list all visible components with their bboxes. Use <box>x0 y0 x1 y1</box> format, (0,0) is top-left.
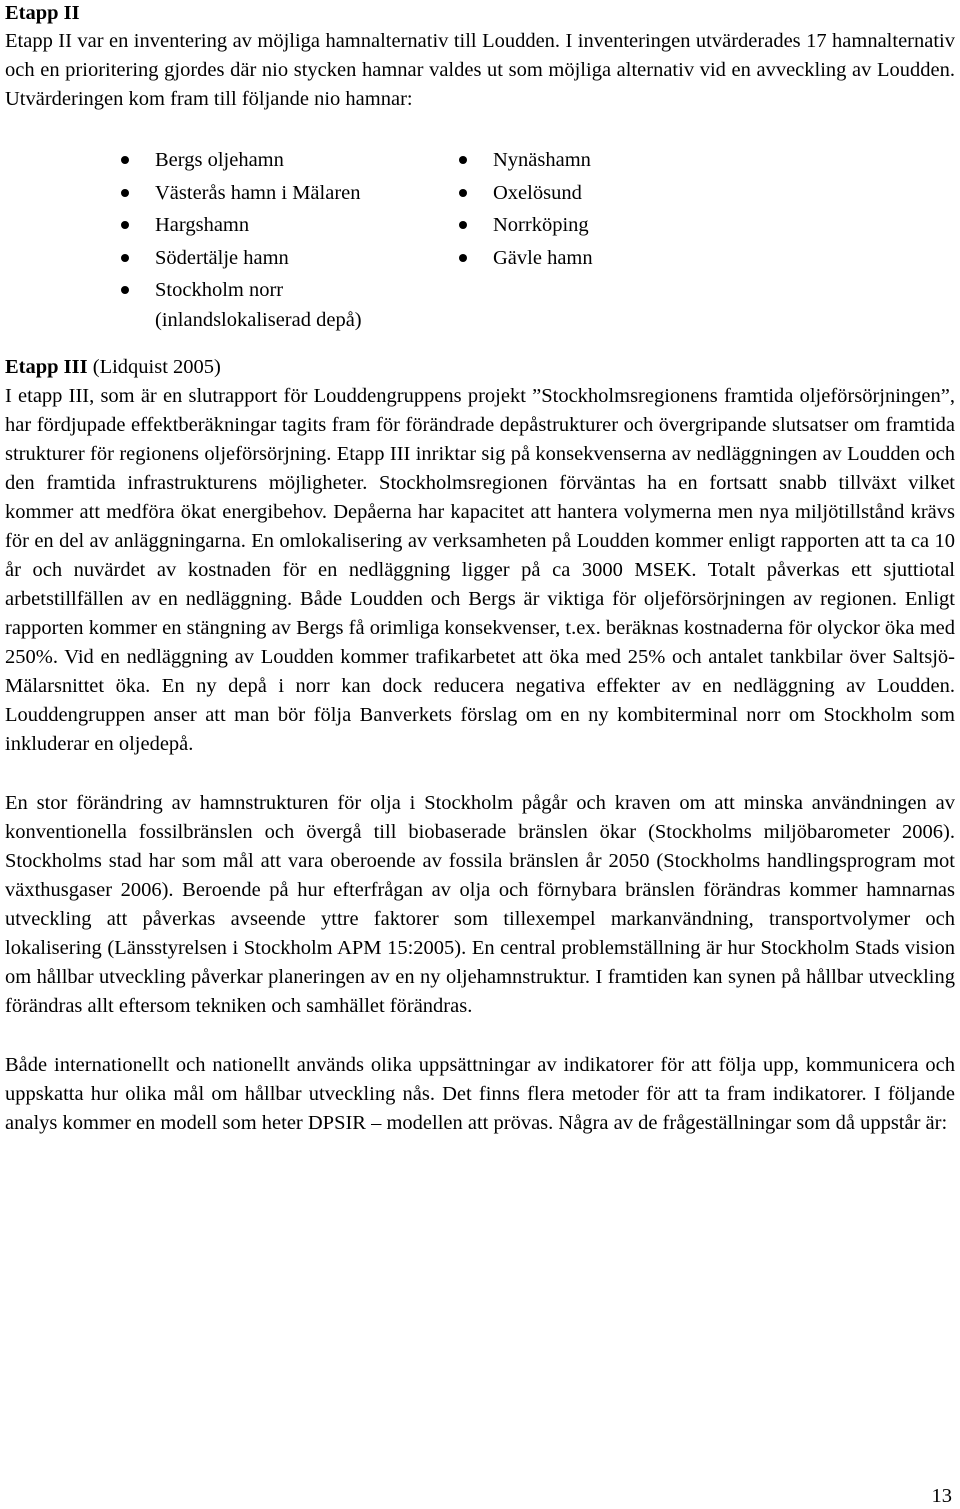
harbor-item-label: Stockholm norr (inlandslokaliserad depå) <box>155 279 362 331</box>
harbor-item-label: Bergs oljehamn <box>155 149 284 171</box>
harbor-item <box>455 144 755 177</box>
harbor-item <box>455 177 755 210</box>
harbor-item-label: Nynäshamn <box>493 149 591 171</box>
harbor-item <box>117 144 455 177</box>
harbor-item-label: Oxelösund <box>493 181 582 204</box>
etapp3-body-paragraph: I etapp III, som är en slutrapport för Louddengruppens projekt ”Stockholmsregionens framtida oljeförsörjningen”, har fördjupade effektberäkningar tagits fram för förändrade depåstrukturer och övergripande slutsatser om framtida strukturer för regionens oljeförsörjning. Etapp III inriktar sig på konsekvenserna av nedläggningen av Loudden och den framtida infrastrukturens möjligheter. Stockholmsregionen förväntas ha en fortsatt snabb tillväxt vilket kommer att medföra ökat energibehov. Depåerna har kapacitet att hantera volymerna men nya miljötillstånd krävs för en del av anläggningarna. En omlokalisering av verksamheten på Loudden kommer enligt rapporten att ta ca 10 år och nuvärdet av kostnaden för en nedläggning ligger på ca 3000 MSEK. Totalt påverkas ett sjuttiotal arbetstillfällen av en nedläggning. Både Loudden och Bergs är viktiga för oljeförsörjningen av regionen. Enligt rapporten kommer en stängning av Bergs få orimliga konsekvenser, t.ex. beräknas kostnaderna för olyckor öka med 250%. Vid en nedläggning av Loudden kommer trafikarbetet att öka med 25% och antalet tankbilar över Saltsjö-Mälarsnittet öka. En ny depå i norr kan dock reducera negativa effekter av en nedläggning av Loudden. Louddengruppen anser att man bör följa Banverkets förslag om en ny kombiterminal norr om Stockholm som inkluderar en oljedepå. <box>5 385 955 755</box>
harbor-item <box>117 209 455 242</box>
harbor-item-label: Södertälje hamn <box>155 246 289 269</box>
document-page <box>5 0 955 1138</box>
harbor-item <box>117 177 455 210</box>
harbor-item <box>455 209 755 242</box>
etapp2-intro-paragraph: Etapp II var en inventering av möjliga hamnalternativ till Loudden. I inventeringen utvärderades 17 hamnalternativ och en prioritering gjordes där nio stycken hamnar valdes ut som möjliga alternativ vid en avveckling av Loudden. Utvärderingen kom fram till följande nio hamnar: <box>5 30 955 110</box>
indicators-paragraph: Både internationellt och nationellt används olika uppsättningar av indikatorer för att följa upp, kommunicera och uppskatta hur olika mål om hållbar utveckling nås. Det finns flera metoder för att ta fram indikatorer. I följande analys kommer en modell som heter DPSIR – modellen att prövas. Några av de frågeställningar som då uppstår är: <box>5 1054 955 1134</box>
etapp2-heading: Etapp II <box>5 2 80 24</box>
page-number: 13 <box>931 1485 952 1507</box>
etapp3-heading: Etapp III <box>5 356 88 378</box>
etapp3-heading-line <box>5 353 955 382</box>
harbor-item-label: Hargshamn <box>155 214 250 236</box>
harbor-item <box>117 274 455 335</box>
etapp3-citation: (Lidquist 2005) <box>87 356 221 378</box>
harbor-item-label: Gävle hamn <box>493 246 593 269</box>
harbor-structure-paragraph: En stor förändring av hamnstrukturen för olja i Stockholm pågår och kraven om att minska användningen av konventionella fossilbränslen och övergå till biobaserade bränslen ökar (Stockholms miljöbarometer 2006). Stockholms stad har som mål att vara oberoende av fossila bränslen år 2050 (Stockholms handlingsprogram mot växthusgaser 2006). Beroende på hur efterfrågan av olja och förnybara bränslen förändras kommer hamnarnas utveckling att påverkas avseende yttre faktorer som tillexempel markanvändning, transportvolymer och lokalisering (Länsstyrelsen i Stockholm APM 15:2005). En central problemställning är hur Stockholm Stads vision om hållbar utveckling påverkar planeringen av en ny oljehamnstruktur. I framtiden kan synen på hållbar utveckling förändras allt eftersom tekniken och samhället förändras. <box>5 792 955 1017</box>
harbor-item <box>117 242 455 275</box>
harbor-list-right <box>455 144 755 335</box>
harbor-list <box>5 144 955 335</box>
harbor-list-left <box>117 144 455 335</box>
harbor-item <box>455 242 755 275</box>
harbor-item-label: Västerås hamn i Mälaren <box>155 181 361 204</box>
harbor-item-label: Norrköping <box>493 214 589 236</box>
